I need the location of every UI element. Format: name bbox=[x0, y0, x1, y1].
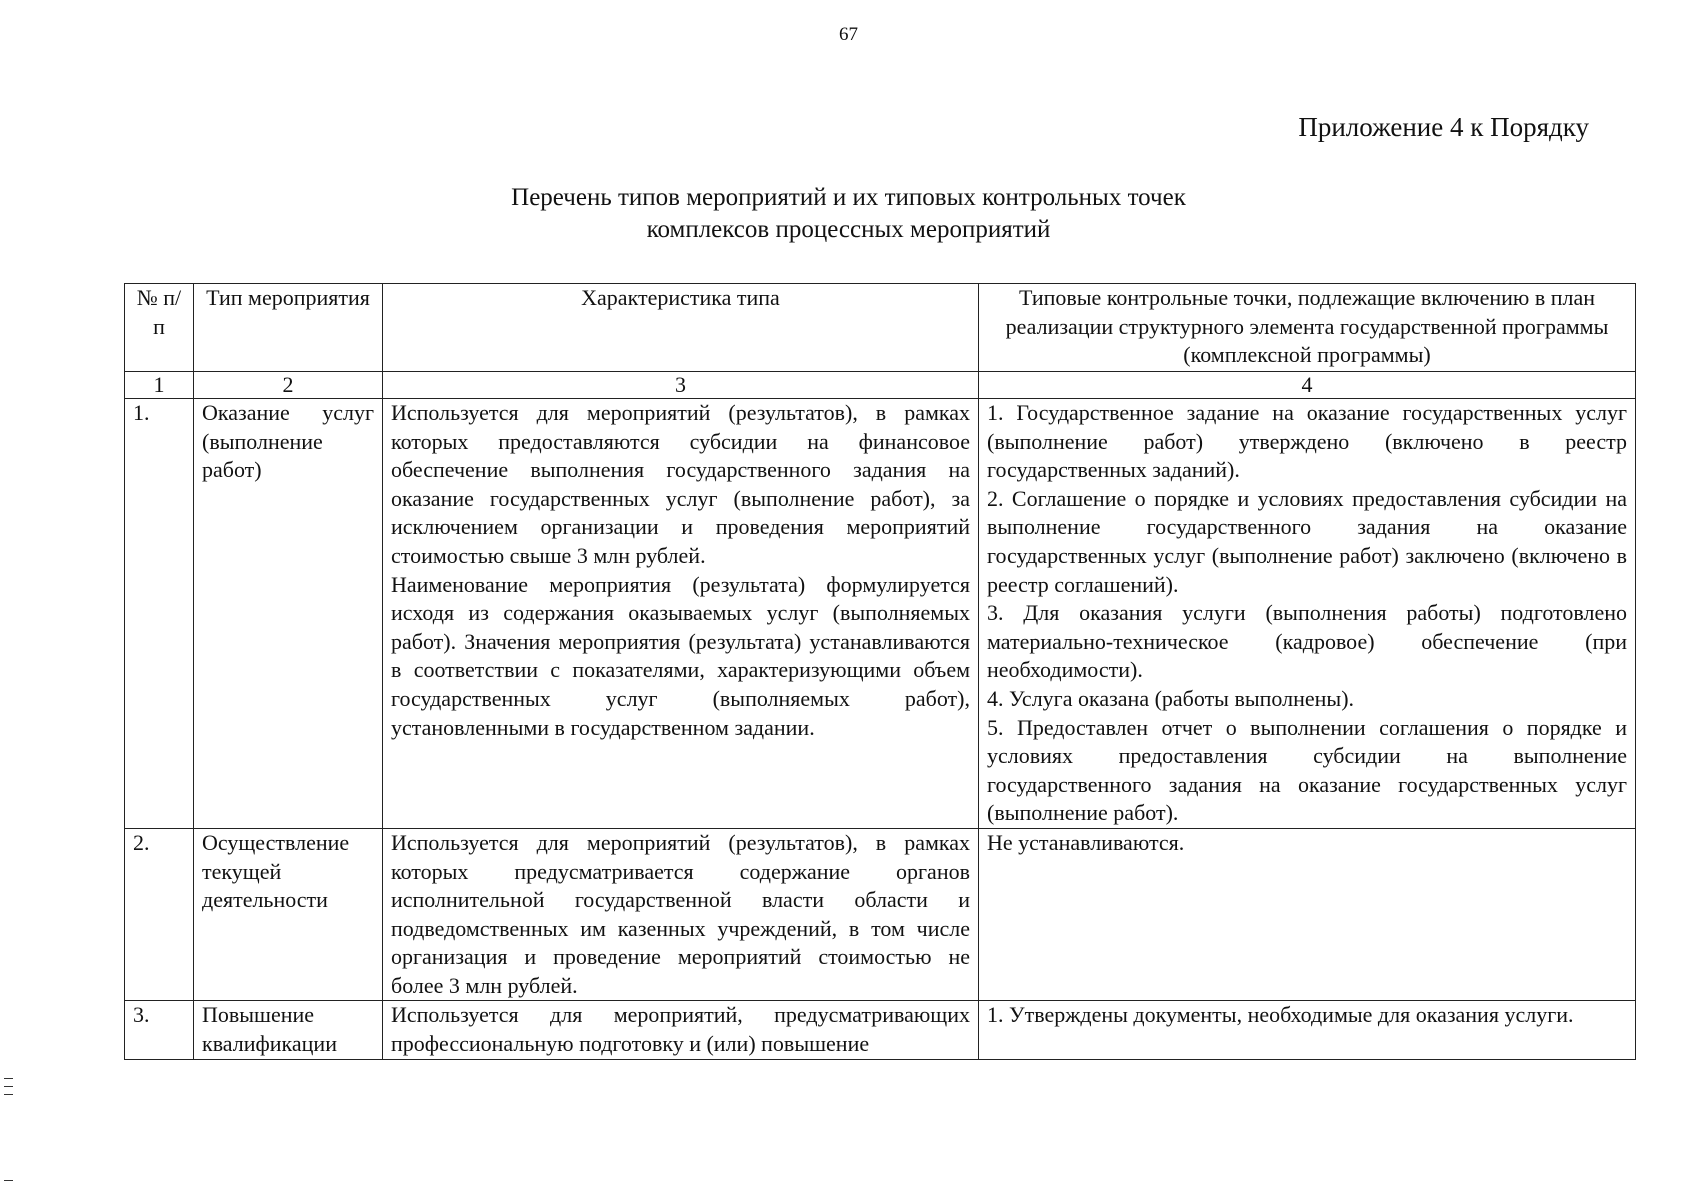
checkpoint-item: 3. Для оказания услуги (выполнения работы) подготовлено материально-техническое (кадровое) обеспечение (при необходимости). bbox=[987, 600, 1627, 683]
header-type: Тип мероприятия bbox=[194, 284, 383, 372]
checkpoint-item: 1. Утверждены документы, необходимые для оказания услуги. bbox=[987, 1002, 1574, 1028]
checkpoint-item: Не устанавливаются. bbox=[987, 829, 1185, 855]
scan-edge-mark bbox=[4, 1086, 13, 1087]
title-line-2: комплексов процессных мероприятий bbox=[646, 216, 1051, 243]
checkpoint-item: 1. Государственное задание на оказание государственных услуг (выполнение работ) утверждено (включено в реестр государственных заданий). bbox=[987, 400, 1627, 483]
paragraph: Используется для мероприятий, предусматривающих профессиональную подготовку и (или) повышение bbox=[391, 1002, 970, 1057]
column-numbers-row bbox=[125, 372, 1636, 399]
checkpoint-item: 5. Предоставлен отчет о выполнении соглашения о порядке и условиях предоставления субсидии на выполнение государственного задания на оказание государственных услуг (выполнение работ). bbox=[987, 714, 1627, 826]
table-row bbox=[125, 399, 1636, 829]
row-checkpoints bbox=[979, 1001, 1636, 1059]
scan-edge-mark bbox=[4, 1094, 13, 1095]
row-characteristic bbox=[383, 399, 979, 829]
title-line-1: Перечень типов мероприятий и их типовых контрольных точек bbox=[511, 184, 1186, 211]
row-num: 2. bbox=[125, 828, 194, 1001]
row-characteristic bbox=[383, 828, 979, 1001]
row-type: Повышение квалификации bbox=[194, 1001, 383, 1059]
scan-edge-mark bbox=[4, 1078, 13, 1079]
checkpoint-item: 4. Услуга оказана (работы выполнены). bbox=[987, 685, 1355, 711]
page-number: 67 bbox=[839, 24, 858, 45]
row-num: 1. bbox=[125, 399, 194, 829]
row-num: 3. bbox=[125, 1001, 194, 1059]
activity-types-table bbox=[124, 283, 1636, 1060]
paragraph: Используется для мероприятий (результатов), в рамках которых предоставляются субсидии на финансовое обеспечение выполнения государственного задания на оказание государственных услуг (выполнение работ), за исключением организации и проведения мероприятий стоимостью свыше 3 млн рублей. bbox=[391, 400, 970, 568]
paragraph: Используется для мероприятий (результатов), в рамках которых предусматривается содержание органов исполнительной государственной власти области и подведомственных им казенных учреждений, в том числе организация и проведение мероприятий стоимостью не более 3 млн рублей. bbox=[391, 829, 970, 998]
appendix-label: Приложение 4 к Порядку bbox=[1298, 112, 1589, 142]
scan-edge-mark bbox=[4, 1180, 13, 1181]
document-title bbox=[0, 182, 1697, 246]
header-checkpoints: Типовые контрольные точки, подлежащие включению в план реализации структурного элемента государственной программы (комплексной программы) bbox=[979, 284, 1636, 372]
table-row bbox=[125, 828, 1636, 1001]
table-row bbox=[125, 1001, 1636, 1059]
row-checkpoints bbox=[979, 828, 1636, 1001]
checkpoint-item: 2. Соглашение о порядке и условиях предоставления субсидии на выполнение государственного задания на оказание государственных услуг (выполнение работ) заключено (включено в реестр соглашений). bbox=[987, 485, 1627, 597]
table-header-row bbox=[125, 284, 1636, 372]
row-characteristic bbox=[383, 1001, 979, 1059]
row-type: Осуществление текущей деятельности bbox=[194, 828, 383, 1001]
header-num: № п/п bbox=[125, 284, 194, 372]
row-checkpoints bbox=[979, 399, 1636, 829]
column-number: 4 bbox=[979, 372, 1636, 399]
paragraph: Наименование мероприятия (результата) формулируется исходя из содержания оказываемых услуг (выполняемых работ). Значения мероприятия (результата) устанавливаются в соответствии с показателями, характеризующими объем государственных услуг (выполняемых работ), установленными в государственном задании. bbox=[391, 571, 970, 740]
column-number: 1 bbox=[125, 372, 194, 399]
column-number: 3 bbox=[383, 372, 979, 399]
column-number: 2 bbox=[194, 372, 383, 399]
row-type: Оказание услуг (выполнение работ) bbox=[194, 399, 383, 829]
header-characteristic: Характеристика типа bbox=[383, 284, 979, 372]
